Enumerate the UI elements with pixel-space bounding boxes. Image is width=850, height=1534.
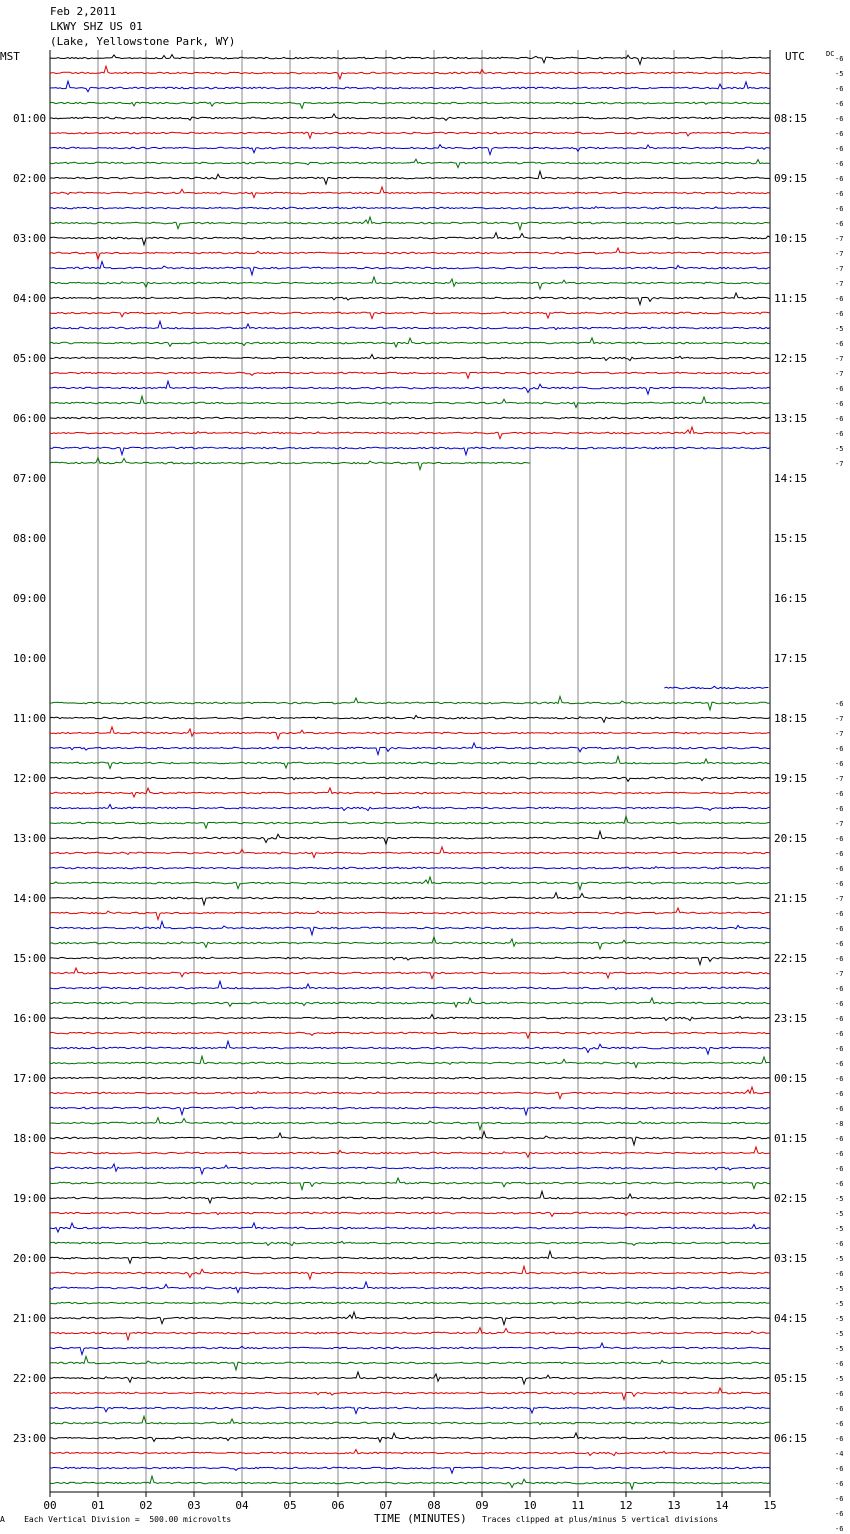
dc-offset-label: -7	[835, 730, 844, 738]
trace-line	[50, 1266, 770, 1279]
trace-line	[50, 1223, 770, 1232]
dc-offset-label: -6	[835, 400, 844, 408]
dc-offset-label: -6	[835, 1480, 844, 1488]
x-tick-label: 03	[187, 1499, 201, 1512]
dc-offset-label: -6	[835, 1420, 844, 1428]
mst-hour-label: 18:00	[13, 1132, 47, 1145]
utc-hour-label: 19:15	[774, 772, 808, 785]
trace-line	[50, 1450, 770, 1456]
dc-offset-label: -6	[835, 1165, 844, 1173]
x-tick-label: 01	[91, 1499, 105, 1512]
trace-line	[50, 1212, 770, 1216]
dc-offset-label: -7	[835, 715, 844, 723]
dc-offset-label: -6	[835, 145, 844, 153]
utc-hour-label: 10:15	[774, 232, 808, 245]
dc-offset-label: -6	[835, 1090, 844, 1098]
trace-line	[50, 417, 770, 419]
trace-line	[50, 1164, 770, 1174]
dc-offset-label: -5	[835, 325, 844, 333]
dc-offset-label: -6	[835, 130, 844, 138]
trace-line	[50, 427, 770, 439]
utc-hour-label: 13:15	[774, 412, 808, 425]
trace-line	[50, 867, 770, 869]
mst-hour-label: 16:00	[13, 1012, 47, 1025]
trace-line	[50, 396, 770, 407]
dc-offset-label: -6	[835, 100, 844, 108]
utc-hour-label: 06:15	[774, 1432, 808, 1445]
dc-offset-label: -7	[835, 235, 844, 243]
dc-offset-label: -5	[835, 1285, 844, 1293]
trace-line	[50, 1191, 770, 1203]
dc-offset-label: -6	[835, 340, 844, 348]
trace-line	[50, 805, 770, 811]
dc-offset-label: -6	[835, 415, 844, 423]
dc-offset-label: -6	[835, 880, 844, 888]
trace-line	[50, 1131, 770, 1145]
dc-offset-label: -6	[835, 1135, 844, 1143]
x-axis-title: TIME (MINUTES)	[374, 1512, 467, 1525]
vertical-division-note: Each Vertical Division = 500.00 microvolts	[24, 1515, 232, 1524]
dc-offset-label: -6	[835, 985, 844, 993]
dc-offset-label: -5	[835, 1345, 844, 1353]
x-tick-label: 05	[283, 1499, 297, 1512]
trace-line	[50, 743, 770, 755]
trace-line	[50, 355, 770, 361]
dc-offset-label: -6	[835, 295, 844, 303]
mst-hour-label: 08:00	[13, 532, 47, 545]
x-tick-label: 09	[475, 1499, 489, 1512]
trace-line	[50, 1087, 770, 1099]
dc-offset-label: -6	[835, 1030, 844, 1038]
trace-line	[50, 372, 770, 378]
dc-offset-label: -7	[835, 355, 844, 363]
x-tick-label: 11	[571, 1499, 585, 1512]
trace-line	[50, 1343, 770, 1355]
trace-line	[50, 998, 770, 1007]
scale-note	[0, 1515, 231, 1524]
dc-offset-label: -6	[835, 700, 844, 708]
utc-hour-label: 17:15	[774, 652, 808, 665]
x-tick-label: 06	[331, 1499, 345, 1512]
dc-offset-label: -7	[835, 775, 844, 783]
trace-line	[50, 1147, 770, 1157]
x-tick-label: 00	[43, 1499, 57, 1512]
dc-offset-label: -6	[835, 1465, 844, 1473]
trace-line	[50, 1041, 770, 1054]
trace-line	[50, 957, 770, 964]
mst-hour-label: 04:00	[13, 292, 47, 305]
dc-offset-label: -6	[835, 1045, 844, 1053]
mst-hour-label: 03:00	[13, 232, 47, 245]
trace-line	[50, 1328, 770, 1340]
trace-line	[50, 1282, 770, 1293]
dc-offset-label: -6	[835, 1495, 844, 1503]
trace-line	[50, 293, 770, 305]
x-tick-label: 15	[763, 1499, 777, 1512]
trace-line	[50, 893, 770, 905]
trace-line	[50, 207, 770, 209]
utc-hour-label: 15:15	[774, 532, 808, 545]
utc-hour-label: 20:15	[774, 832, 808, 845]
utc-hour-label: 18:15	[774, 712, 808, 725]
left-timezone-label: MST	[0, 50, 20, 63]
trace-line	[50, 696, 770, 710]
x-tick-label: 08	[427, 1499, 441, 1512]
dc-offset-label: -6	[835, 760, 844, 768]
x-tick-label: 07	[379, 1499, 393, 1512]
dc-offset-label: -6	[835, 790, 844, 798]
dc-offset-label: -5	[835, 1195, 844, 1203]
trace-line	[50, 171, 770, 184]
trace-line	[50, 1302, 770, 1304]
x-tick-label: 13	[667, 1499, 681, 1512]
trace-line	[50, 312, 770, 318]
dc-offset-label: -7	[835, 970, 844, 978]
trace-line	[50, 114, 770, 121]
corner-mark: A	[0, 1515, 5, 1524]
trace-line	[50, 381, 770, 394]
mst-hour-label: 10:00	[13, 652, 47, 665]
utc-hour-label: 01:15	[774, 1132, 808, 1145]
trace-line	[50, 816, 770, 828]
x-tick-label: 04	[235, 1499, 249, 1512]
dc-offset-label: -6	[835, 955, 844, 963]
dc-offset-label: -6	[835, 1525, 844, 1533]
dc-offset-label: -5	[835, 445, 844, 453]
utc-hour-label: 23:15	[774, 1012, 808, 1025]
trace-line	[50, 921, 770, 935]
trace-line	[50, 1178, 770, 1190]
dc-offset-label: -7	[835, 895, 844, 903]
dc-offset-label: -6	[835, 745, 844, 753]
utc-hour-label: 12:15	[774, 352, 808, 365]
trace-line	[50, 81, 770, 92]
trace-line	[50, 847, 770, 858]
mst-hour-label: 01:00	[13, 112, 47, 125]
trace-line	[50, 1118, 770, 1130]
dc-offset-label: -5	[835, 70, 844, 78]
dc-offset-label: -6	[835, 1270, 844, 1278]
trace-line	[50, 447, 770, 455]
clip-note: Traces clipped at plus/minus 5 vertical divisions	[482, 1515, 719, 1524]
trace-line	[50, 1056, 770, 1067]
mst-hour-label: 19:00	[13, 1192, 47, 1205]
trace-line	[50, 968, 770, 979]
trace-line	[50, 159, 770, 167]
mst-hour-label: 06:00	[13, 412, 47, 425]
mst-hour-label: 02:00	[13, 172, 47, 185]
x-tick-label: 02	[139, 1499, 153, 1512]
trace-line	[50, 1372, 770, 1384]
trace-line	[664, 686, 768, 688]
trace-line	[50, 102, 770, 108]
header-station: LKWY SHZ US 01	[50, 20, 143, 33]
dc-offset-label: -6	[835, 850, 844, 858]
dc-offset-label: -6	[835, 1240, 844, 1248]
trace-line	[50, 756, 770, 768]
dc-offset-label: -6	[835, 925, 844, 933]
trace-line	[50, 1251, 770, 1263]
dc-offset-label: -6	[835, 1075, 844, 1083]
mst-hour-label: 21:00	[13, 1312, 47, 1325]
header-location: (Lake, Yellowstone Park, WY)	[50, 35, 236, 48]
trace-line	[50, 277, 770, 289]
trace-line	[50, 937, 770, 949]
utc-hour-label: 05:15	[774, 1372, 808, 1385]
trace-line	[50, 261, 770, 275]
mst-hour-label: 09:00	[13, 592, 47, 605]
trace-line	[50, 831, 770, 844]
mst-hour-label: 17:00	[13, 1072, 47, 1085]
trace-line	[50, 187, 770, 198]
dc-offset-label: -7	[835, 250, 844, 258]
trace-line	[50, 145, 770, 155]
dc-offset-label: -6	[835, 310, 844, 318]
dc-offset-label: -6	[835, 55, 844, 63]
dc-offset-label: -6	[835, 1435, 844, 1443]
trace-line	[50, 1077, 770, 1079]
trace-line	[50, 1015, 770, 1021]
mst-hour-label: 07:00	[13, 472, 47, 485]
dc-offset-label: -6	[835, 1180, 844, 1188]
dc-offset-label: -7	[835, 460, 844, 468]
dc-offset-label: -7	[835, 265, 844, 273]
utc-hour-label: 22:15	[774, 952, 808, 965]
dc-offset-label: -6	[835, 1105, 844, 1113]
mst-hour-label: 12:00	[13, 772, 47, 785]
dc-offset-label: -6	[835, 430, 844, 438]
dc-offset-label: -8	[835, 1120, 844, 1128]
dc-offset-label: -6	[835, 220, 844, 228]
dc-offset-label: -6	[835, 1360, 844, 1368]
dc-offset-label: -7	[835, 370, 844, 378]
mst-hour-label: 11:00	[13, 712, 47, 725]
trace-line	[50, 877, 770, 890]
mst-hour-label: 13:00	[13, 832, 47, 845]
trace-line	[50, 132, 770, 138]
trace-line	[50, 715, 770, 722]
dc-offset-label: -6	[835, 1510, 844, 1518]
trace-line	[50, 233, 770, 245]
mst-hour-label: 23:00	[13, 1432, 47, 1445]
utc-hour-label: 02:15	[774, 1192, 808, 1205]
utc-hour-label: 03:15	[774, 1252, 808, 1265]
mst-hour-label: 15:00	[13, 952, 47, 965]
dc-offset-label: -6	[835, 205, 844, 213]
dc-offset-label: -6	[835, 805, 844, 813]
dc-offset-label: -4	[835, 1450, 844, 1458]
utc-hour-label: 08:15	[774, 112, 808, 125]
trace-line	[50, 981, 770, 989]
dc-offset-label: -5	[835, 1225, 844, 1233]
mst-hour-label: 22:00	[13, 1372, 47, 1385]
dc-offset-label: -6	[835, 175, 844, 183]
trace-line	[50, 1107, 770, 1115]
utc-hour-label: 21:15	[774, 892, 808, 905]
x-tick-label: 10	[523, 1499, 537, 1512]
dc-offset-label: -5	[835, 1210, 844, 1218]
trace-line	[50, 908, 770, 920]
dc-offset-label: -6	[835, 835, 844, 843]
trace-line	[50, 777, 770, 781]
utc-hour-label: 04:15	[774, 1312, 808, 1325]
trace-line	[50, 1467, 770, 1473]
dc-offset-header: DC	[826, 50, 835, 58]
trace-line	[50, 338, 770, 347]
dc-offset-label: -6	[835, 190, 844, 198]
trace-line	[50, 1032, 770, 1038]
x-tick-label: 12	[619, 1499, 633, 1512]
dc-offset-label: -6	[835, 910, 844, 918]
trace-line	[50, 1388, 770, 1400]
dc-offset-label: -6	[835, 85, 844, 93]
dc-offset-label: -7	[835, 820, 844, 828]
trace-line	[50, 788, 770, 797]
mst-hour-label: 20:00	[13, 1252, 47, 1265]
x-tick-label: 14	[715, 1499, 729, 1512]
trace-line	[50, 1407, 770, 1413]
dc-offset-label: -6	[835, 1390, 844, 1398]
mst-hour-label: 05:00	[13, 352, 47, 365]
utc-hour-label: 16:15	[774, 592, 808, 605]
dc-offset-label: -6	[835, 1150, 844, 1158]
trace-line	[50, 1356, 770, 1370]
trace-line	[50, 1312, 770, 1325]
dc-offset-label: -6	[835, 1405, 844, 1413]
trace-line	[50, 248, 770, 260]
right-timezone-label: UTC	[785, 50, 805, 63]
dc-offset-label: -6	[835, 115, 844, 123]
trace-line	[50, 1416, 770, 1424]
trace-line	[50, 1476, 770, 1489]
dc-offset-label: -5	[835, 1255, 844, 1263]
dc-offset-label: -7	[835, 280, 844, 288]
trace-line	[50, 727, 770, 739]
dc-offset-label: -6	[835, 1000, 844, 1008]
dc-offset-label: -5	[835, 1330, 844, 1338]
utc-hour-label: 14:15	[774, 472, 808, 485]
dc-offset-label: -6	[835, 385, 844, 393]
trace-line	[50, 66, 770, 79]
dc-offset-label: -6	[835, 1060, 844, 1068]
trace-line	[50, 1241, 770, 1245]
utc-hour-label: 09:15	[774, 172, 808, 185]
trace-line	[50, 321, 770, 329]
utc-hour-label: 00:15	[774, 1072, 808, 1085]
dc-offset-label: -5	[835, 1315, 844, 1323]
dc-offset-label: -6	[835, 865, 844, 873]
utc-hour-label: 11:15	[774, 292, 808, 305]
trace-line	[50, 1433, 770, 1442]
dc-offset-label: -6	[835, 1015, 844, 1023]
header-date: Feb 2,2011	[50, 5, 117, 18]
trace-line	[50, 217, 770, 230]
dc-offset-label: -6	[835, 160, 844, 168]
mst-hour-label: 14:00	[13, 892, 47, 905]
dc-offset-label: -5	[835, 1375, 844, 1383]
trace-line	[50, 55, 770, 65]
dc-offset-label: -6	[835, 940, 844, 948]
dc-offset-label: -5	[835, 1300, 844, 1308]
